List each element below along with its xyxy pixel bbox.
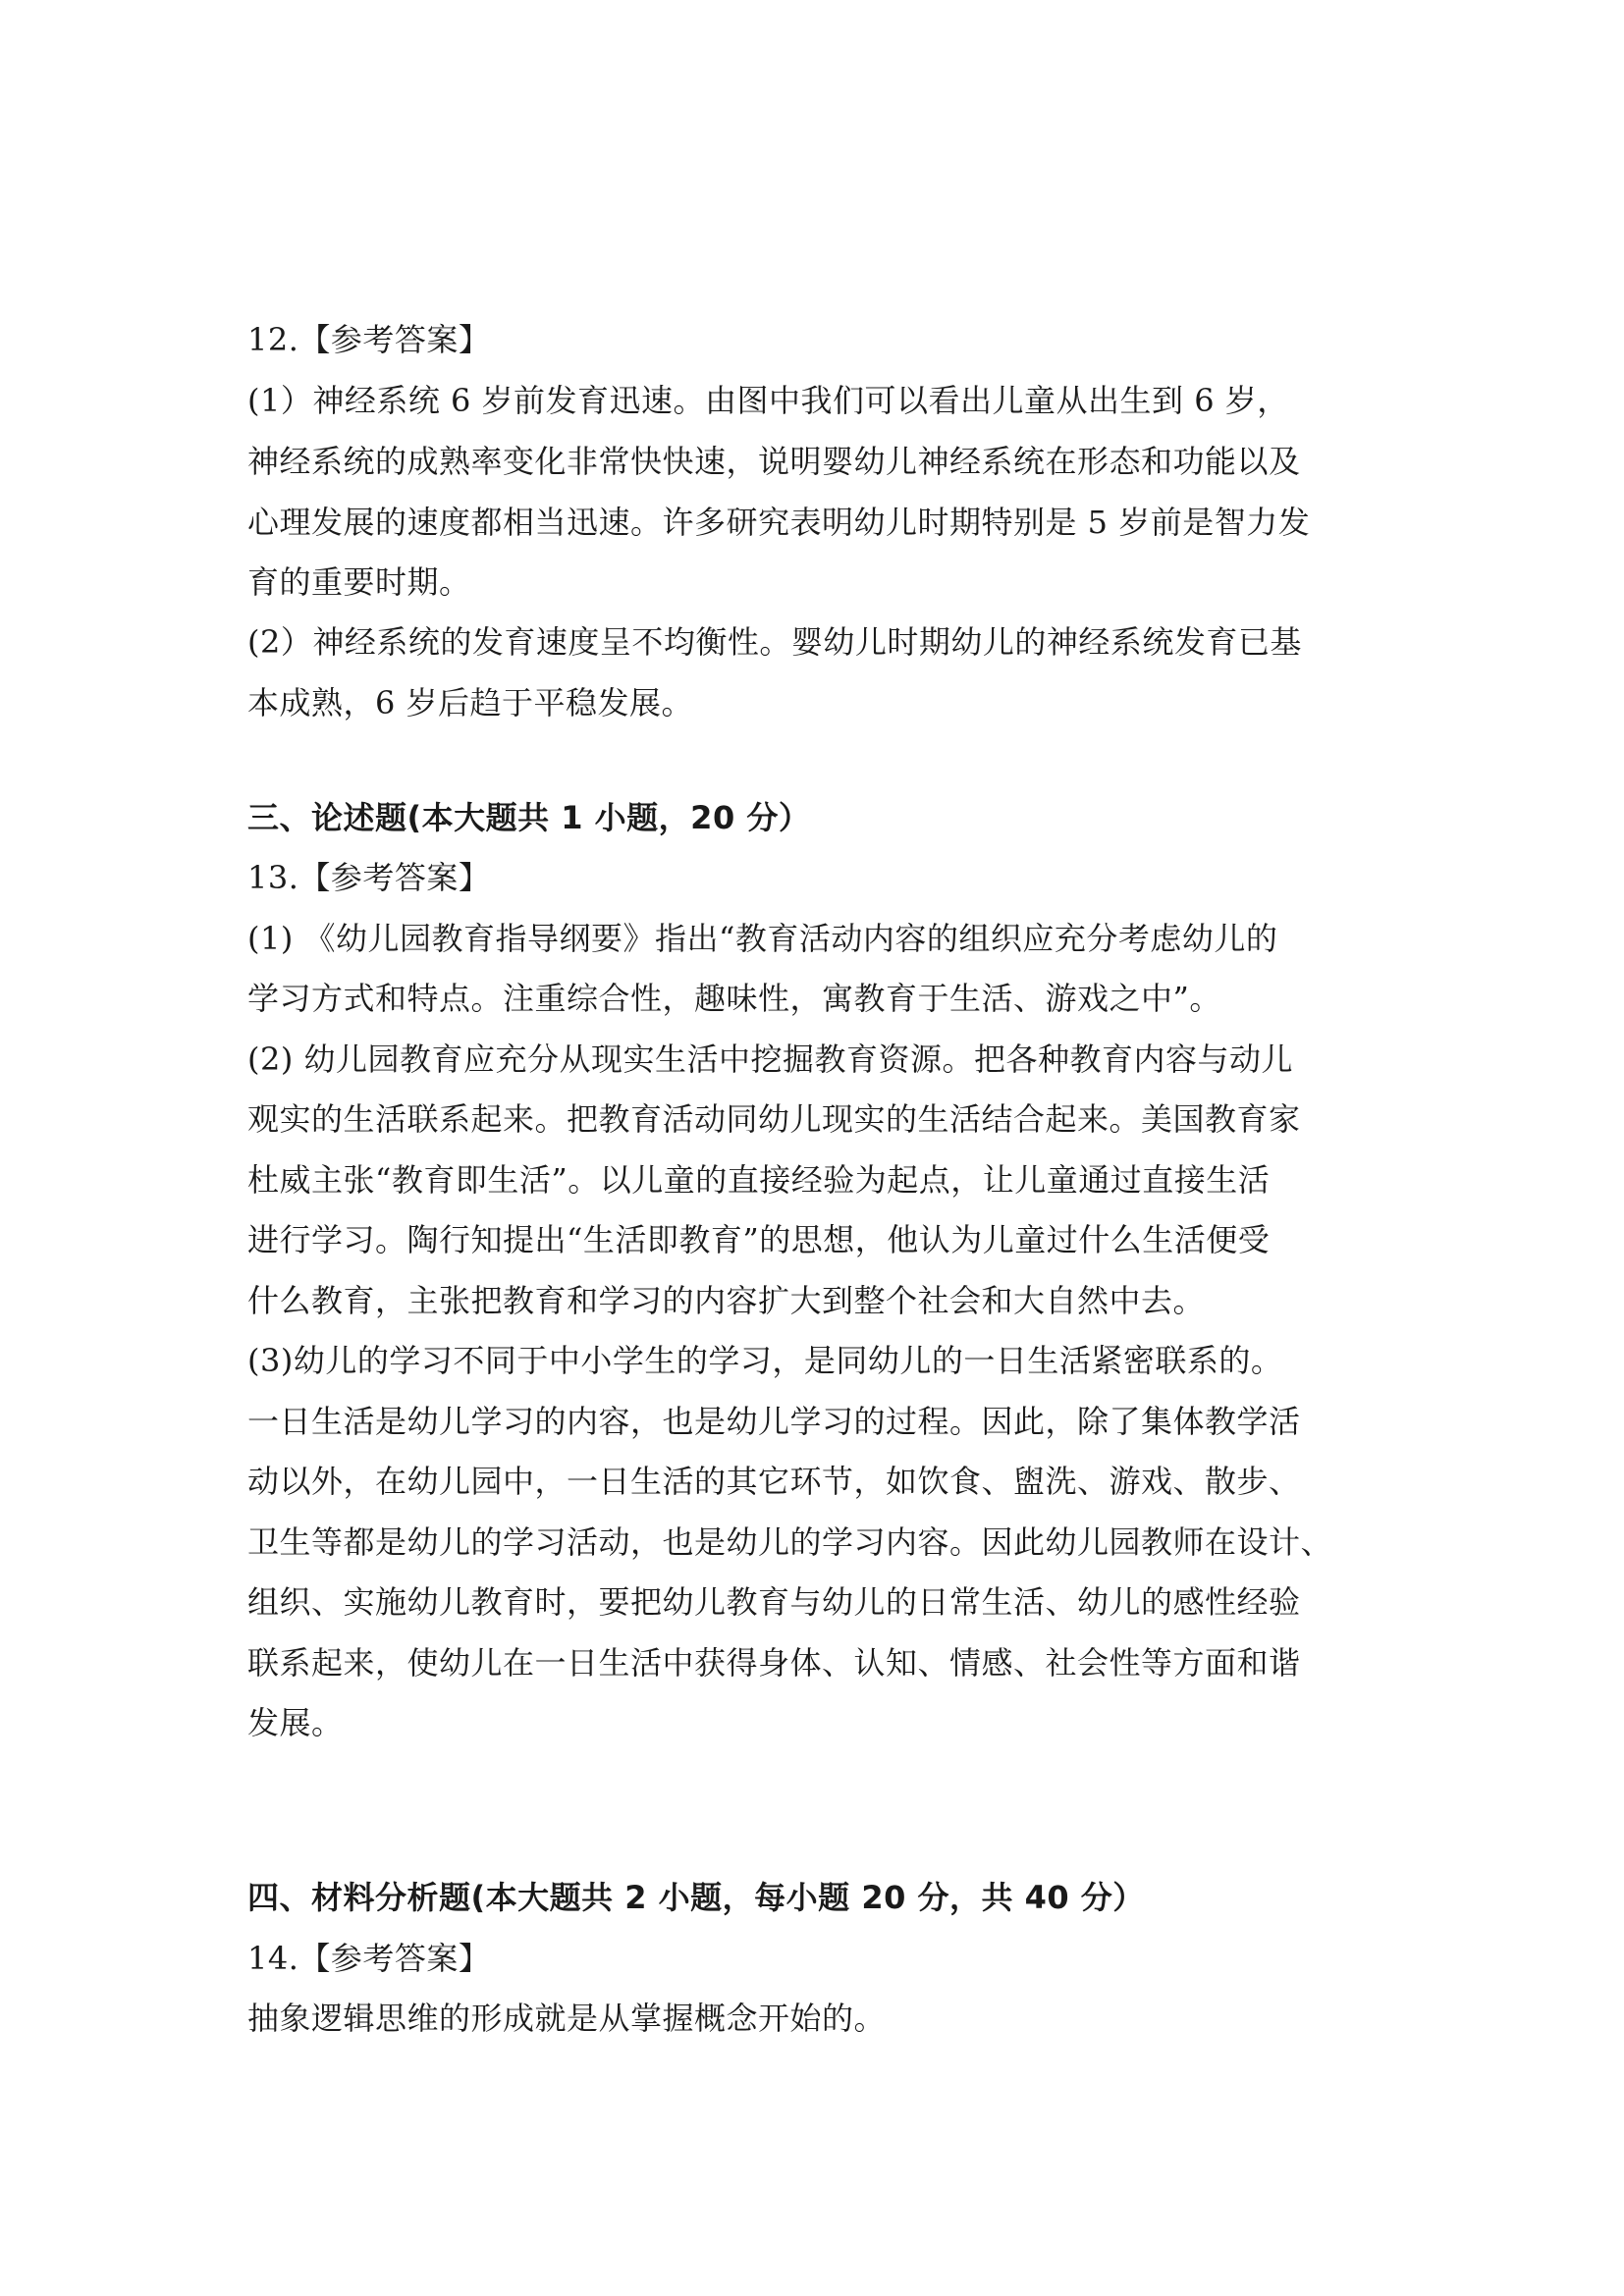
- q14-label: 14.【参考答案】: [247, 1940, 491, 1977]
- q12-label: 12.【参考答案】: [247, 321, 491, 358]
- q13-line-3: (2) 幼儿园教育应充分从现实生活中挖掘教育资源。把各种教育内容与动儿: [247, 1041, 1294, 1078]
- q13-line-12: 组织、实施幼儿教育时，要把幼儿教育与幼儿的日常生活、幼儿的感性经验: [247, 1583, 1301, 1621]
- q12-line-4: 育的重要时期。: [247, 563, 471, 601]
- q13-line-6: 进行学习。陶行知提出“生活即教育”的思想，他认为儿童过什么生活便受: [247, 1221, 1271, 1258]
- q13-line-2: 学习方式和特点。注重综合性，趣味性，寓教育于生活、游戏之中”。: [247, 980, 1221, 1017]
- q13-line-1: (1) 《幼儿园教育指导纲要》指出“教育活动内容的组织应充分考虑幼儿的: [247, 920, 1278, 957]
- q13-line-8: (3)幼儿的学习不同于中小学生的学习，是同幼儿的一日生活紧密联系的。: [247, 1342, 1283, 1379]
- q13-line-14: 发展。: [247, 1704, 344, 1741]
- q13-line-9: 一日生活是幼儿学习的内容，也是幼儿学习的过程。因此，除了集体教学活: [247, 1403, 1301, 1440]
- q13-label: 13.【参考答案】: [247, 859, 491, 896]
- q12-line-5: (2）神经系统的发育速度呈不均衡性。婴幼儿时期幼儿的神经系统发育已基: [247, 623, 1302, 661]
- q14-line-1: 抽象逻辑思维的形成就是从掌握概念开始的。: [247, 2000, 887, 2037]
- q13-line-13: 联系起来，使幼儿在一日生活中获得身体、认知、情感、社会性等方面和谐: [247, 1644, 1301, 1682]
- q12-line-6: 本成熟，6 岁后趋于平稳发展。: [247, 684, 694, 721]
- q12-line-1: (1）神经系统 6 岁前发育迅速。由图中我们可以看出儿童从出生到 6 岁，: [247, 382, 1289, 419]
- q13-line-7: 什么教育，主张把教育和学习的内容扩大到整个社会和大自然中去。: [247, 1282, 1206, 1319]
- q13-line-4: 观实的生活联系起来。把教育活动同幼儿现实的生活结合起来。美国教育家: [247, 1100, 1301, 1138]
- q12-line-3: 心理发展的速度都相当迅速。许多研究表明幼儿时期特别是 5 岁前是智力发: [247, 504, 1311, 541]
- q12-line-2: 神经系统的成熟率变化非常快快速，说明婴幼儿神经系统在形态和功能以及: [247, 443, 1301, 480]
- q13-line-10: 动以外，在幼儿园中，一日生活的其它环节，如饮食、盥洗、游戏、散步、: [247, 1463, 1301, 1500]
- q13-line-5: 杜威主张“教育即生活”。以儿童的直接经验为起点，让儿童通过直接生活: [247, 1161, 1271, 1199]
- section-heading-material-analysis: 四、材料分析题(本大题共 2 小题，每小题 20 分，共 40 分）: [247, 1879, 1145, 1916]
- q13-line-11: 卫生等都是幼儿的学习活动，也是幼儿的学习内容。因此幼儿园教师在设计、: [247, 1523, 1333, 1561]
- section-heading-essay: 三、论述题(本大题共 1 小题，20 分）: [247, 799, 811, 836]
